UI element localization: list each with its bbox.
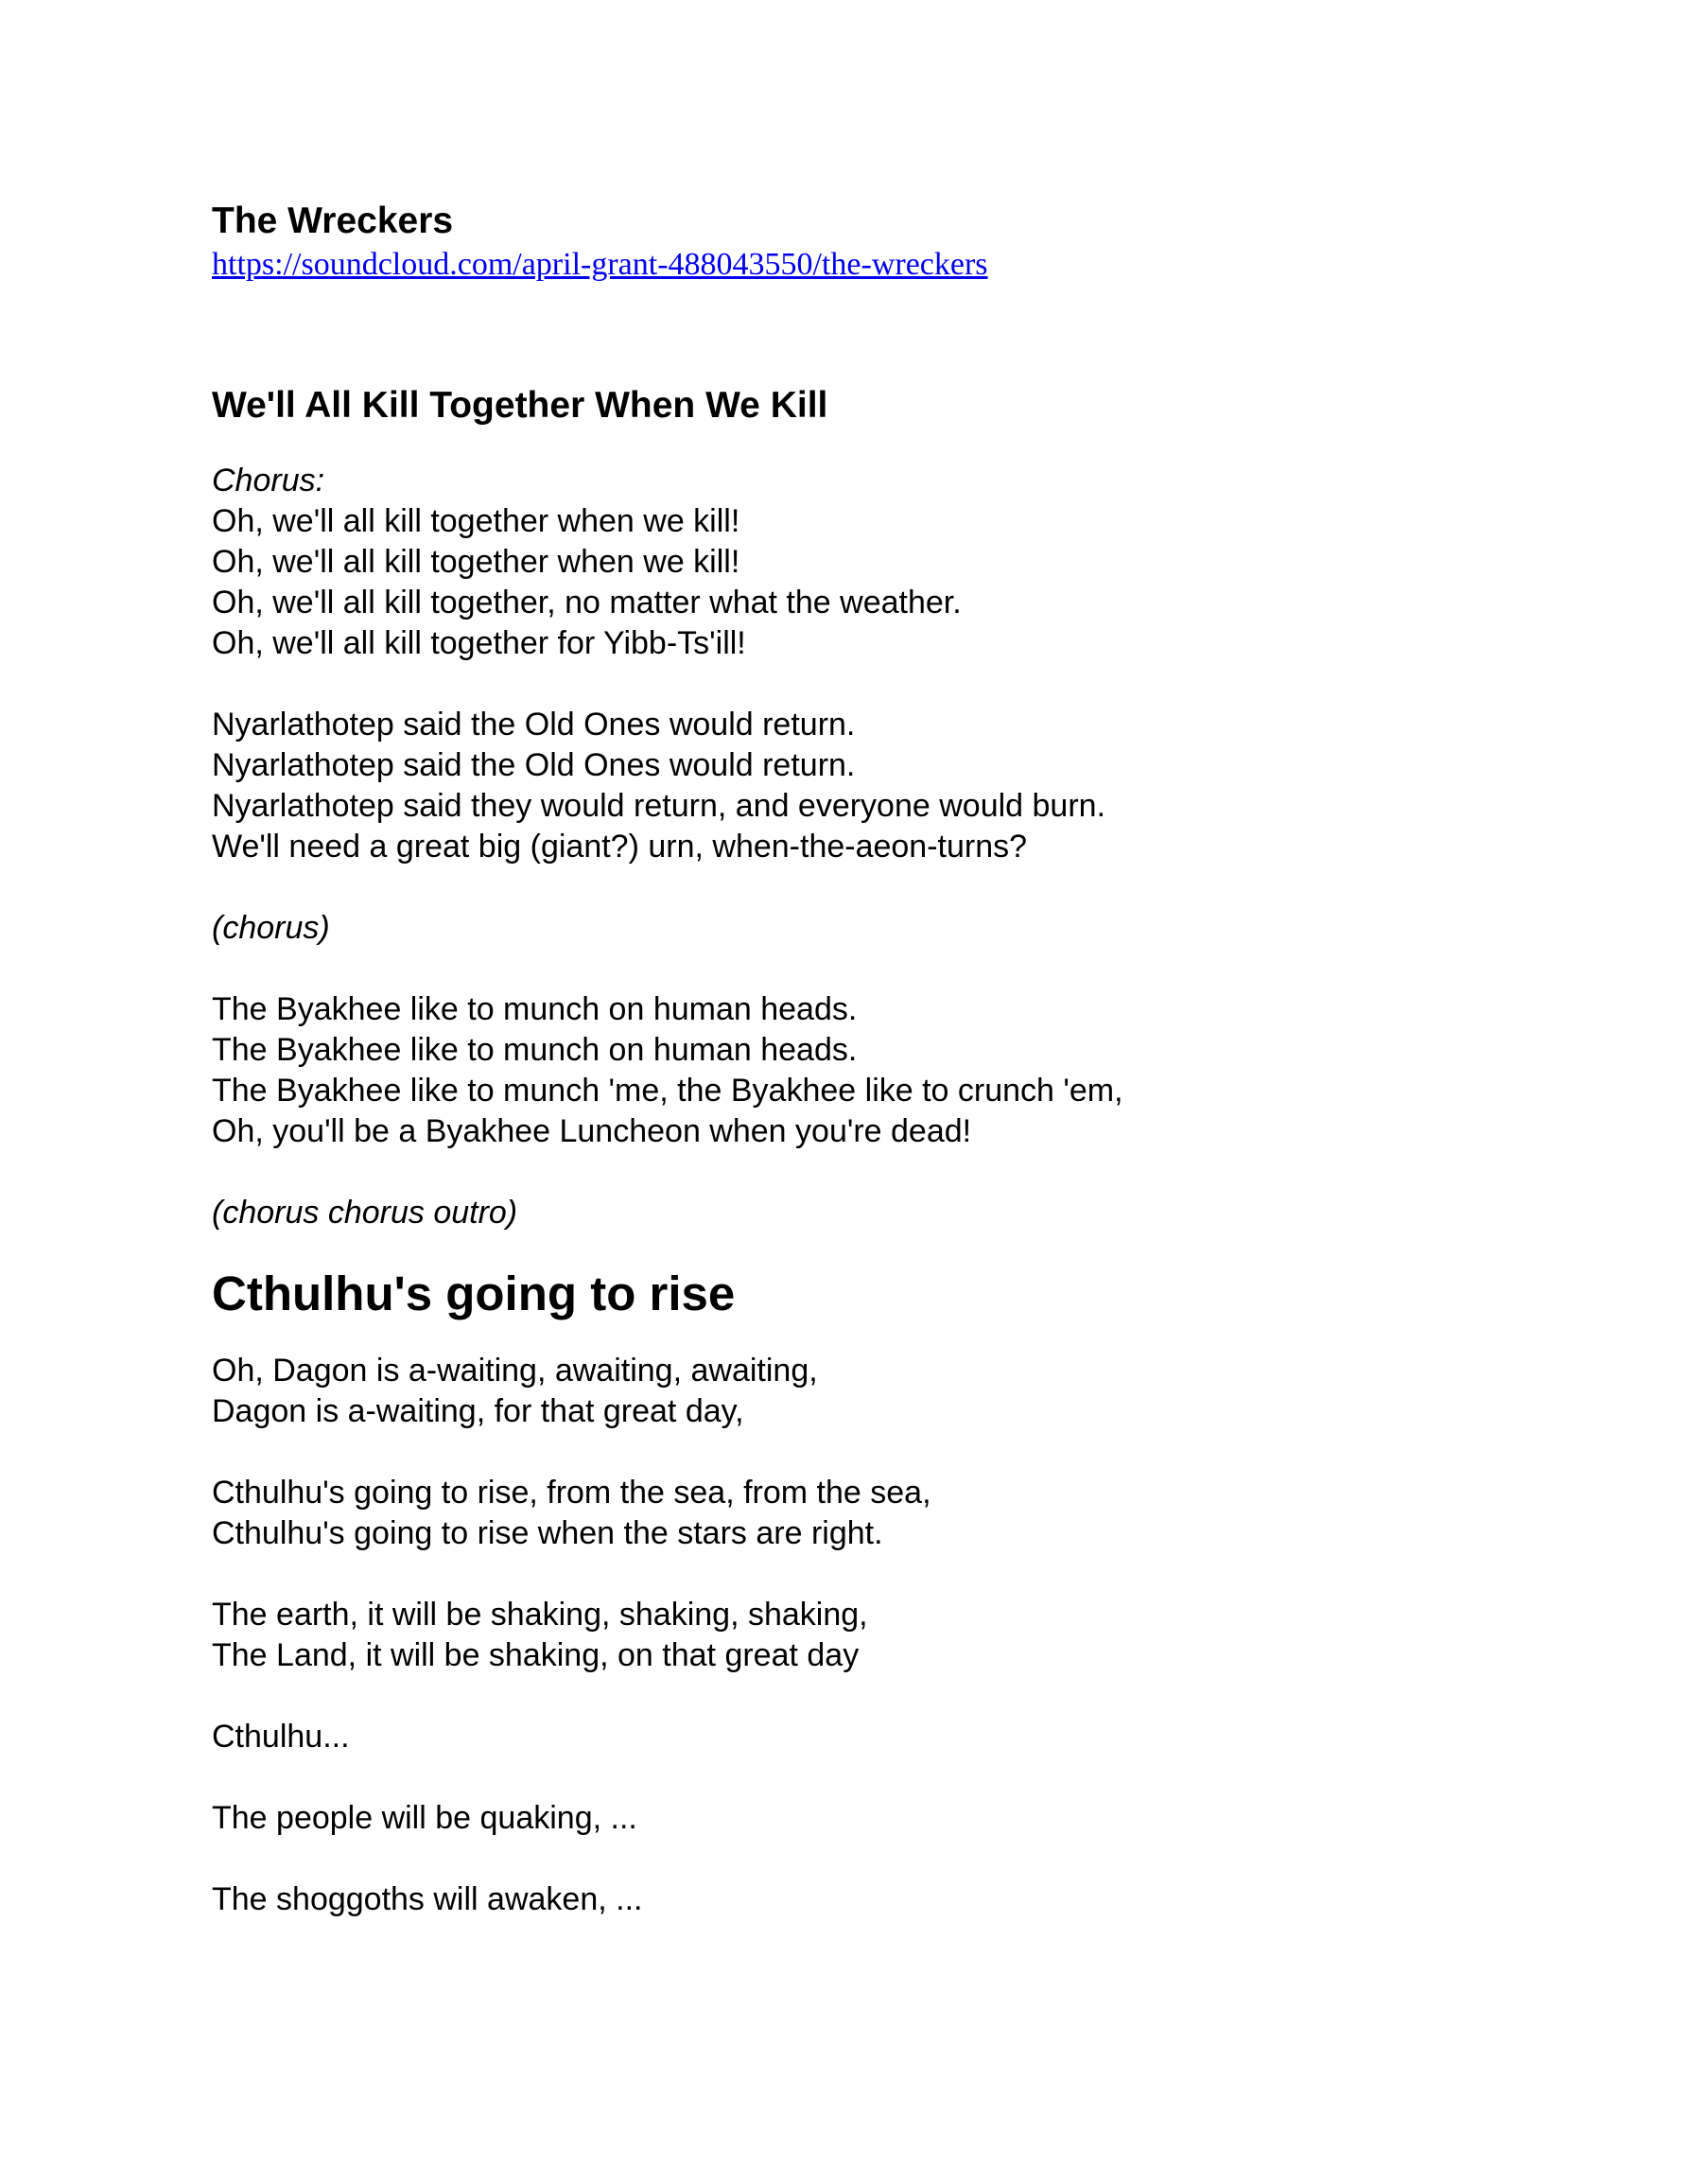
stanza2-line: Cthulhu's going to rise when the stars are right. — [212, 1515, 883, 1551]
stanza5-line: The people will be quaking, ... — [212, 1800, 637, 1836]
verse1-line: Nyarlathotep said the Old Ones would return. — [212, 707, 856, 743]
stanza1-line: Oh, Dagon is a-waiting, awaiting, awaiting, — [212, 1353, 818, 1389]
chorus-line: Oh, we'll all kill together when we kill! — [212, 503, 740, 539]
chorus-label: Chorus: — [212, 463, 325, 498]
song1-title: We'll All Kill Together When We Kill — [212, 385, 828, 426]
chorus-line: Oh, we'll all kill together when we kill! — [212, 544, 740, 580]
verse1-line: We'll need a great big (giant?) urn, when-the-aeon-turns? — [212, 829, 1028, 865]
stanza3-line: The earth, it will be shaking, shaking, shaking, — [212, 1597, 868, 1633]
verse2-line: The Byakhee like to munch on human heads. — [212, 991, 858, 1027]
outro-note: (chorus chorus outro) — [212, 1195, 518, 1231]
verse1-line: Nyarlathotep said they would return, and everyone would burn. — [212, 788, 1106, 824]
chorus-note: (chorus) — [212, 910, 330, 946]
stanza2-line: Cthulhu's going to rise, from the sea, from the sea, — [212, 1475, 931, 1511]
stanza1-line: Dagon is a-waiting, for that great day, — [212, 1393, 744, 1429]
soundcloud-link[interactable]: https://soundcloud.com/april-grant-488043550/the-wreckers — [212, 247, 988, 282]
verse2-line: Oh, you'll be a Byakhee Luncheon when you're dead! — [212, 1113, 972, 1149]
song2-title: Cthulhu's going to rise — [212, 1267, 736, 1320]
document-page — [212, 199, 1536, 1920]
stanza4-line: Cthulhu... — [212, 1719, 350, 1755]
stanza3-line: The Land, it will be shaking, on that great day — [212, 1637, 860, 1673]
verse2-line: The Byakhee like to munch 'me, the Byakhee like to crunch 'em, — [212, 1073, 1123, 1109]
page-title: The Wreckers — [212, 201, 454, 241]
chorus-line: Oh, we'll all kill together for Yibb-Ts'ill! — [212, 625, 746, 661]
stanza6-line: The shoggoths will awaken, ... — [212, 1881, 643, 1917]
verse1-line: Nyarlathotep said the Old Ones would return. — [212, 747, 856, 783]
chorus-line: Oh, we'll all kill together, no matter what the weather. — [212, 585, 962, 620]
verse2-line: The Byakhee like to munch on human heads. — [212, 1032, 858, 1068]
